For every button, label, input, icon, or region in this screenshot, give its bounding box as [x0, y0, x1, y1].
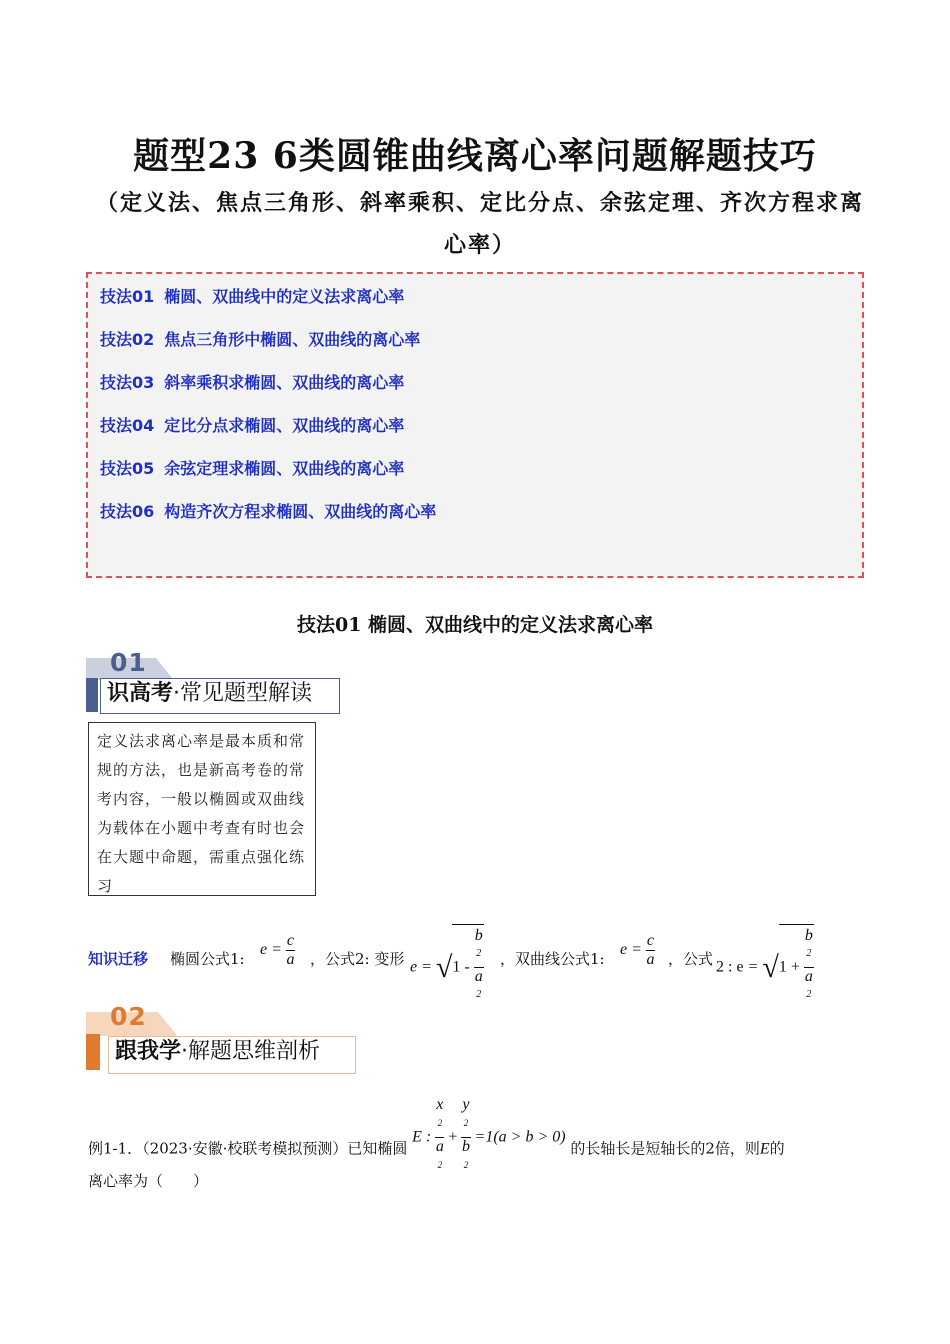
- superscript: 2: [476, 989, 482, 1001]
- banner-bold-text: 跟我学: [115, 1039, 182, 1064]
- fraction: [646, 932, 655, 969]
- sqrt-icon: √: [762, 950, 779, 984]
- superscript: 2: [463, 1118, 469, 1128]
- two-colon-e: 2 : e: [716, 958, 744, 976]
- section-heading: 技法01 椭圆、双曲线中的定义法求离心率: [296, 614, 654, 636]
- fraction-y: [461, 1096, 470, 1180]
- numerator: y: [462, 1096, 470, 1113]
- denominator: a: [804, 968, 813, 986]
- symbol-eq: =: [631, 941, 642, 959]
- banner-dot: ·: [181, 1039, 189, 1064]
- banner-dot: ·: [173, 681, 181, 706]
- banner-label: [100, 678, 340, 714]
- formula-E: E :: [412, 1128, 432, 1146]
- fraction: [286, 932, 295, 969]
- toc-text: 斜率乘积求椭圆、双曲线的离心率: [164, 373, 405, 392]
- formula-3-label: ，双曲线公式1:: [500, 950, 605, 968]
- page-title: 题型23 6类圆锥曲线离心率问题解题技巧: [133, 135, 817, 177]
- formula-rest: =1(a > b > 0): [474, 1128, 566, 1146]
- symbol-eq: =: [421, 958, 432, 976]
- symbol-e: e: [410, 958, 418, 976]
- toc-num: 技法02: [100, 330, 155, 349]
- banner-number: 01: [110, 648, 147, 677]
- page-subtitle: （定义法、焦点三角形、斜率乘积、定比分点、余弦定理、齐次方程求离心率）: [95, 190, 864, 258]
- toc-item-1[interactable]: [100, 284, 404, 307]
- superscript: 2: [437, 1160, 443, 1171]
- toc-num: 技法03: [100, 373, 155, 392]
- numerator: c: [286, 932, 295, 949]
- banner-number: 02: [110, 1002, 147, 1031]
- fraction: [474, 927, 484, 1009]
- toc-text: 焦点三角形中椭圆、双曲线的离心率: [164, 330, 421, 349]
- superscript: 2: [806, 948, 812, 959]
- toc-text: 定比分点求椭圆、双曲线的离心率: [164, 416, 405, 435]
- formula-2-label: ，公式2: 变形: [310, 950, 405, 968]
- toc-item-3[interactable]: [100, 370, 404, 393]
- superscript: 2: [476, 948, 482, 959]
- denominator: a: [646, 951, 655, 968]
- fraction: [804, 927, 814, 1009]
- banner-02: [86, 1004, 356, 1076]
- symbol-plus: +: [448, 1128, 458, 1146]
- var-E: E: [759, 1140, 770, 1158]
- toc-num: 技法01: [100, 287, 155, 306]
- toc-num: 技法04: [100, 416, 155, 435]
- toc-text: 余弦定理求椭圆、双曲线的离心率: [164, 459, 405, 478]
- symbol-eq: =: [271, 941, 282, 959]
- intro-text-box: 定义法求离心率是最本质和常规的方法，也是新高考卷的常考内容，一般以椭圆或双曲线为载体在小题中考查有时也会在大题中命题，需重点强化练习: [88, 722, 316, 896]
- one-plus: 1 +: [778, 958, 800, 976]
- example-prefix: 例1-1．（2023·安徽·校联考模拟预测）已知椭圆: [88, 1139, 408, 1158]
- banner-01: [86, 650, 346, 720]
- formula-1: [260, 932, 295, 969]
- toc-text: 椭圆、双曲线中的定义法求离心率: [164, 287, 405, 306]
- banner-label: [108, 1036, 356, 1074]
- example-suffix: 的长轴长是短轴长的2倍，则: [570, 1139, 760, 1158]
- toc-item-5[interactable]: [100, 456, 404, 479]
- numerator: x: [436, 1096, 444, 1113]
- knowledge-transfer-line: [88, 922, 868, 1001]
- superscript: 2: [437, 1118, 443, 1128]
- knowledge-label: 知识迁移: [88, 950, 149, 968]
- example-tail: 的: [769, 1139, 785, 1158]
- toc-text: 构造齐次方程求椭圆、双曲线的离心率: [164, 502, 437, 521]
- toc-item-6[interactable]: [100, 499, 436, 522]
- example-formula: [412, 1096, 565, 1180]
- banner-bold-text: 识高考: [107, 681, 174, 706]
- banner-text: 解题思维剖析: [188, 1039, 321, 1064]
- formula-2: [410, 924, 484, 1009]
- formula-4-label: ，公式: [668, 950, 714, 968]
- toc-num: 技法06: [100, 502, 155, 521]
- sqrt-body: [452, 924, 483, 1009]
- denominator: a: [286, 951, 295, 968]
- numerator: b: [804, 927, 813, 944]
- denominator: b: [461, 1138, 470, 1156]
- numerator: b: [474, 927, 483, 944]
- example-question-line2: 离心率为（ ）: [88, 1172, 209, 1190]
- toc-item-2[interactable]: [100, 327, 420, 350]
- superscript: 2: [463, 1160, 469, 1171]
- symbol-e: e: [260, 941, 268, 959]
- sqrt-icon: √: [435, 950, 453, 984]
- one-minus: 1 -: [452, 958, 470, 976]
- sqrt-body: [779, 924, 814, 1009]
- symbol-eq: =: [747, 958, 759, 976]
- table-of-contents: [86, 272, 864, 578]
- numerator: c: [646, 932, 655, 949]
- formula-1-label: 椭圆公式1:: [170, 950, 245, 968]
- symbol-e: e: [620, 941, 628, 959]
- denominator: a: [474, 968, 483, 986]
- superscript: 2: [806, 989, 812, 1001]
- fraction-x: [435, 1096, 444, 1180]
- formula-4: [716, 924, 814, 1009]
- banner-text: 常见题型解读: [180, 681, 313, 706]
- toc-num: 技法05: [100, 459, 155, 478]
- toc-item-4[interactable]: [100, 413, 404, 436]
- formula-3: [620, 932, 655, 969]
- denominator: a: [435, 1138, 444, 1156]
